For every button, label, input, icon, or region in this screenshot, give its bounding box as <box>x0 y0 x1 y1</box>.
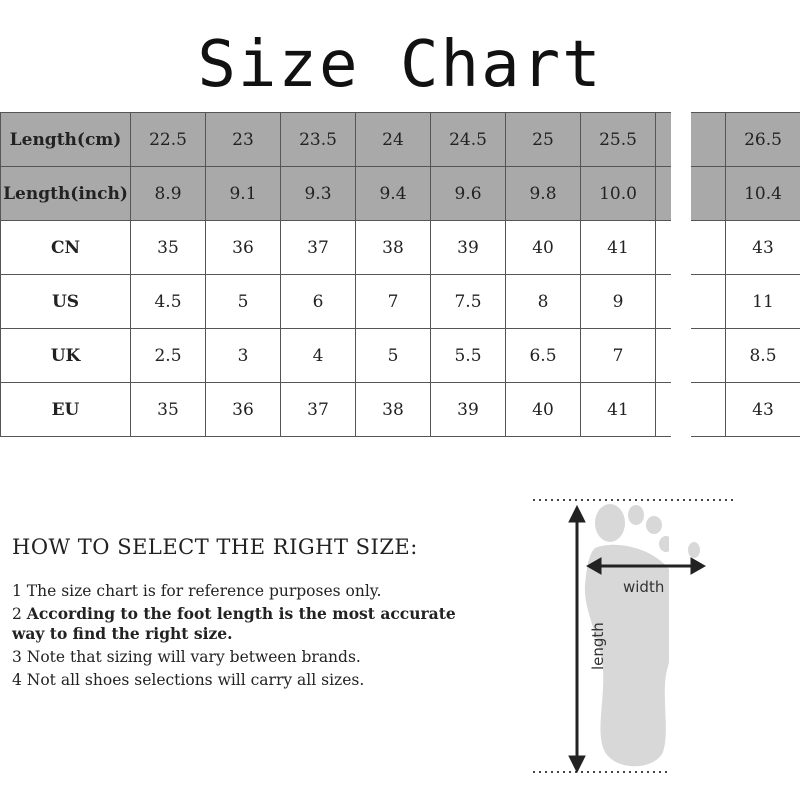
table-cell: 37 <box>281 221 356 275</box>
table-cell: 38 <box>356 383 431 437</box>
table-cell: 23.5 <box>281 113 356 167</box>
table-cell: 38 <box>356 221 431 275</box>
table-cell: 40 <box>506 383 581 437</box>
instructions-heading: HOW TO SELECT THE RIGHT SIZE: <box>12 535 418 559</box>
row-header: US <box>1 275 131 329</box>
size-instructions <box>12 535 492 693</box>
table-cell: 25 <box>506 113 581 167</box>
table-cell: 35 <box>131 383 206 437</box>
table-cell: 40 <box>506 221 581 275</box>
table-cell: 24 <box>356 113 431 167</box>
table-cell: 9.4 <box>356 167 431 221</box>
table-cell: 22.5 <box>131 113 206 167</box>
table-cell: 41 <box>581 383 656 437</box>
width-label: width <box>623 578 665 596</box>
table-cell: 8.5 <box>726 329 800 383</box>
table-cell: 25.5 <box>581 113 656 167</box>
size-table-container <box>0 112 800 442</box>
instruction-item-2-bold: According to the foot length is the most accurate way to find the right size. <box>12 604 456 643</box>
instruction-item-2 <box>12 604 492 644</box>
table-cell: 5 <box>356 329 431 383</box>
instruction-item-2-number: 2 <box>12 605 27 623</box>
table-cell: 10.0 <box>581 167 656 221</box>
table-cell: 11 <box>726 275 800 329</box>
table-cell: 2.5 <box>131 329 206 383</box>
page-title: Size Chart <box>197 28 603 102</box>
length-arrow <box>569 506 585 772</box>
table-cell: 3 <box>206 329 281 383</box>
table-cell: 39 <box>431 383 506 437</box>
instruction-item-3: 3 Note that sizing will vary between brands. <box>12 648 361 666</box>
table-cell: 36 <box>206 221 281 275</box>
table-cell: 26.5 <box>726 113 800 167</box>
row-header: UK <box>1 329 131 383</box>
table-cell: 9.3 <box>281 167 356 221</box>
table-cell: 6.5 <box>506 329 581 383</box>
table-cell: 9 <box>581 275 656 329</box>
table-cell: 43 <box>726 383 800 437</box>
instruction-item-4: 4 Not all shoes selections will carry all sizes. <box>12 671 365 689</box>
table-cell: 9.1 <box>206 167 281 221</box>
length-label: length <box>589 622 607 670</box>
table-cell: 23 <box>206 113 281 167</box>
table-cell: 9.8 <box>506 167 581 221</box>
table-cell: 43 <box>726 221 800 275</box>
table-cell: 9.6 <box>431 167 506 221</box>
instruction-item-1: 1 The size chart is for reference purposes only. <box>12 582 382 600</box>
row-header: EU <box>1 383 131 437</box>
table-cell: 36 <box>206 383 281 437</box>
table-cell: 4.5 <box>131 275 206 329</box>
row-header: CN <box>1 221 131 275</box>
table-cell: 7.5 <box>431 275 506 329</box>
table-cell: 35 <box>131 221 206 275</box>
table-cell: 24.5 <box>431 113 506 167</box>
table-cell: 4 <box>281 329 356 383</box>
table-cell: 6 <box>281 275 356 329</box>
table-cell: 10.4 <box>726 167 800 221</box>
row-header: Length(cm) <box>1 113 131 167</box>
table-cell: 8.9 <box>131 167 206 221</box>
table-cell: 39 <box>431 221 506 275</box>
table-cell: 7 <box>581 329 656 383</box>
table-cell: 37 <box>281 383 356 437</box>
table-cell: 7 <box>356 275 431 329</box>
row-header: Length(inch) <box>1 167 131 221</box>
table-cell: 5.5 <box>431 329 506 383</box>
table-cell: 5 <box>206 275 281 329</box>
foot-measure-diagram <box>525 490 740 780</box>
image-seam <box>671 112 691 442</box>
table-cell: 41 <box>581 221 656 275</box>
table-cell: 8 <box>506 275 581 329</box>
